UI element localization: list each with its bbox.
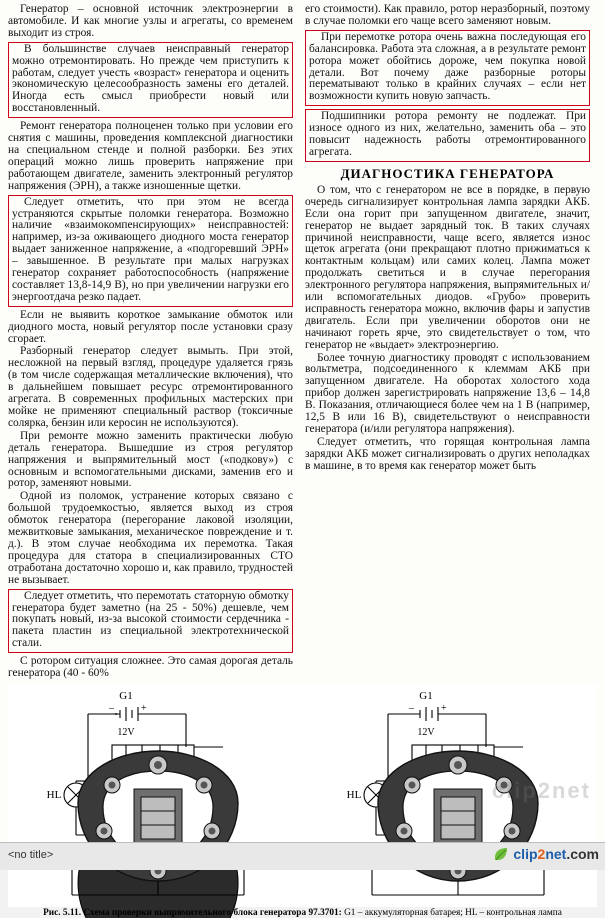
- voltage-label-right: 12V: [417, 726, 435, 738]
- section-heading: ДИАГНОСТИКА ГЕНЕРАТОРА: [340, 165, 555, 181]
- figure-caption-rest: G1 – аккумуляторная батарея; HL – контрольная лампа: [341, 907, 562, 918]
- paragraph: Следует отметить, что при этом не всегда устраняются скрытые поломки генератора. Возможно наличие «взаимокомпенсирующих» неисправностей: например, из-за оживающего диодного моста генератор выдает заниженное напряжение, а «подгоревший ЭРН» – завышенное. В результате при малых нагрузках генератор сохраняет работоспособность (напряжение составляет 13,8-14,9 В), но при увеличении нагрузки его энергоотдача резко падает.: [12, 195, 289, 303]
- paragraph: Разборный генератор следует вымыть. При этой, несложной на первый взгляд, процедуре удаляется грязь (в том числе содержащая металлические включения), что в дальнейшем повышает ресурс отремонтированного агрегата. В современных профильных мастерских при мойке не применяют специальный раствор (токсичные солярка, бензин или керосин не используются).: [8, 345, 293, 429]
- paragraph: О том, что с генератором не все в порядке, в первую очередь сигнализирует контрольная лампа зарядки АКБ. Если она горит при запущенном двигателе, значит, генератор не выдает зарядный ток. В таких случаях причиной неисправности, чаще всего, является износ щеток агрегата (они прекращают плотно прижиматься к контактным кольцам) или самих колец. Лампа может продолжать светиться и в случае перегорания электронного регулятора напряжения, выпрямительных и/или вспомогательных диодов. «Грубо» проверить исправность генератора можно, включив фары и запустив двигатель. Если при увеличении оборотов они не начинают гореть ярче, это свидетельствует о том, что генератор не «выдает» электроэнергию.: [305, 183, 590, 351]
- paragraph: В большинстве случаев неисправный генератор можно отремонтировать. Но прежде чем приступить к работам, следует учесть «возраст» генератора и оценить экономическую целесообразность замены его деталей. Иногда есть смысл приобрести новый или восстановленный.: [12, 42, 289, 115]
- paragraph: Следует отметить, что перемотать статорную обмотку генератора будет заметно (на 25 - 50%) дешевле, чем покупать новый, из-за высокой стоимости сердечника - пакета пластин из специальной электротехнической стали.: [12, 589, 289, 650]
- paragraph: Одной из поломок, устранение которых связано с большой трудоемкостью, является выход из строя обмоток генератора (перегорание лаковой изоляции, межвитковые замыкания, механическое повреждение и т. д.). В этом случае необходима их перемотка. Такая процедура для статора в специализированных СТО отработана достаточно хорошо и, как правило, трудностей не вызывает.: [8, 490, 293, 586]
- highlight-box-5: [305, 109, 590, 162]
- clip2net-branding[interactable]: [493, 846, 599, 862]
- paragraph: Подшипники ротора ремонту не подлежат. При износе одного из них, желательно, заменить оба – это повысит надежность работы отремонтированного агрегата.: [309, 110, 586, 158]
- plus-label-right: +: [441, 702, 447, 714]
- title-placeholder: <no title>: [8, 849, 54, 861]
- leaf-icon: [493, 846, 509, 862]
- figure-caption-bold: Рис. 5.11. Схема проверки выпрямительного блока генератора 97.3701:: [43, 907, 342, 918]
- two-column-layout: [8, 4, 597, 681]
- left-column: [8, 4, 293, 681]
- paragraph: Если не выявить короткое замыкание обмоток или диодного моста, новый регулятор после установки сразу сгорает.: [8, 308, 293, 345]
- lamp-label-right: HL: [346, 788, 362, 801]
- paragraph: При ремонте можно заменить практически любую деталь генератора. Вышедшие из строя регулятор напряжения и выпрямительный мост («подкову») с основным и вспомогательными дисками, заменив его и ротор, заменяют новыми.: [8, 429, 293, 490]
- right-column: [305, 4, 590, 681]
- highlight-box-4: [305, 30, 590, 106]
- paragraph: Следует отметить, что горящая контрольная лампа зарядки АКБ может сигнализировать о других неполадках в машине, в то время как генератор может быть: [305, 435, 590, 472]
- paragraph: Более точную диагностику проводят с использованием вольтметра, подсоединенного к клеммам АКБ при запущенном двигателе. На оборотах холостого хода прибор должен зарегистрировать напряжение 13,6 – 14,8 В. Показания, отличающиеся более чем на 1 В (например, 12,5 В или 16 В), свидетельствуют о неисправности генератора (и/или регулятора напряжения).: [305, 351, 590, 435]
- lamp-label-left: HL: [46, 788, 62, 801]
- voltage-label-left: 12V: [117, 726, 135, 738]
- footer-bar: [0, 842, 605, 870]
- paragraph: При перемотке ротора очень важна последующая его балансировка. Работа эта сложная, а в результате ремонт ротора может обойтись дороже, чем покупка новой детали. Вот почему даже разборные роторы перематывают только в крайних случаях – если нет возможности купить новую запчасть.: [309, 30, 586, 103]
- highlight-box-2: [8, 195, 293, 307]
- paragraph: С ротором ситуация сложнее. Это самая дорогая деталь генератора (40 - 60%: [8, 655, 293, 680]
- battery-label-right: G1: [419, 689, 433, 702]
- paragraph: Генератор – основной источник электроэнергии в автомобиле. И как многие узлы и агрегаты, со временем выходит из строя.: [8, 3, 293, 39]
- minus-label-right: –: [409, 702, 414, 714]
- highlight-box-3: [8, 589, 293, 654]
- plus-label-left: +: [141, 702, 147, 714]
- watermark: clip2net: [491, 778, 591, 803]
- paragraph: его стоимости). Как правило, ротор неразборный, поэтому в случае поломки его чаще всего заменяют новым.: [305, 3, 590, 27]
- brand-text: clip2net.com: [513, 846, 599, 862]
- paragraph: Ремонт генератора полноценен только при условии его снятия с машины, проведения комплексной диагностики на специальном стенде и полной разборки. Без этих операций можно лишь проверить напряжение при работающем двигателе, заменить электронный регулятор напряжения (ЭРН), а также изношенные щетки.: [8, 120, 293, 192]
- battery-label-left: G1: [119, 689, 133, 702]
- minus-label-left: –: [109, 702, 114, 714]
- figure-caption: [8, 908, 597, 918]
- highlight-box-1: [8, 42, 293, 118]
